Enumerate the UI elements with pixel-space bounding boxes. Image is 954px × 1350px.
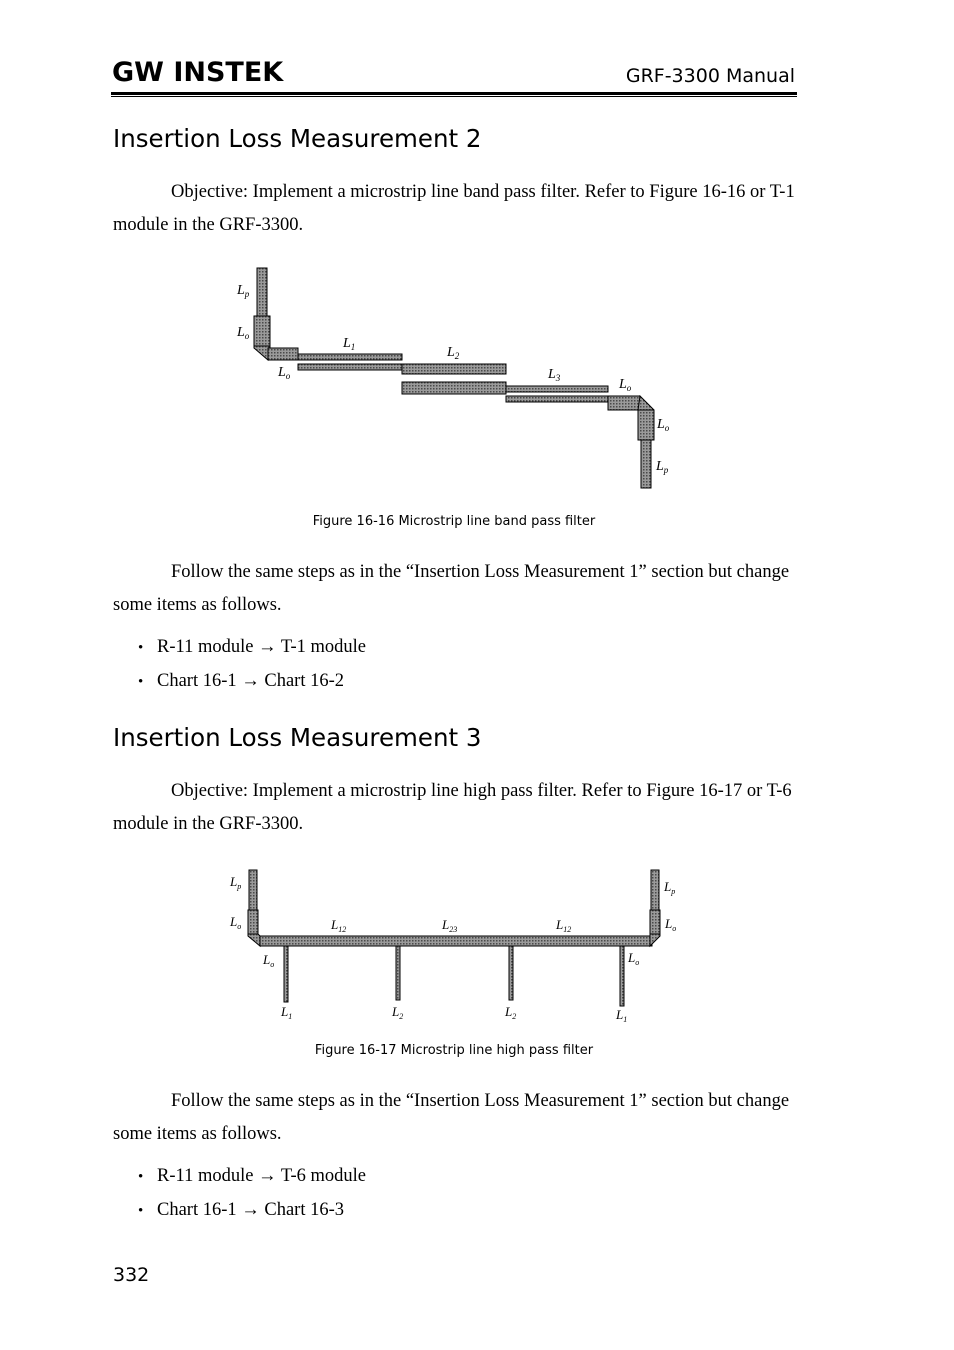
section-heading-3: Insertion Loss Measurement 3 [113, 723, 482, 752]
label-lo-right-bottom: $L_o$ [628, 950, 640, 967]
bullet-list-2 [138, 631, 366, 699]
stub-l1-right [620, 946, 624, 1006]
l1-upper [298, 354, 402, 360]
label-l23: $L_{23}$ [442, 917, 458, 934]
label-lp-right: $L_p$ [664, 879, 676, 896]
label-l2-right: $L_2$ [505, 1004, 517, 1021]
corner-left [248, 934, 260, 946]
corner-right [650, 934, 660, 946]
lo-strip-left-vertical [254, 316, 270, 346]
label-lo-left-bottom: $L_o$ [278, 365, 291, 381]
label-lo-left-top: $L_o$ [237, 325, 250, 341]
l3-upper [506, 386, 608, 392]
lo-strip-right-horizontal [608, 396, 640, 410]
header-rule [111, 92, 797, 95]
label-lp-left: $L_p$ [230, 874, 242, 891]
label-l12-right: $L_{12}$ [556, 917, 572, 934]
lo-strip-left-horizontal [268, 348, 298, 360]
manual-title: GRF-3300 Manual [625, 65, 795, 87]
label-l2-left: $L_2$ [392, 1004, 404, 1021]
lo-strip-right [650, 910, 660, 934]
label-l2: $L_2$ [447, 345, 460, 361]
list-item: • R-11 module → T-1 module [138, 631, 366, 665]
lp-strip-right [641, 440, 651, 488]
label-l1-right: $L_1$ [616, 1007, 628, 1024]
label-lo-right-top: $L_o$ [619, 377, 632, 393]
label-lo-right-bottom: $L_o$ [657, 417, 670, 433]
label-lp-left: $L_p$ [237, 283, 250, 299]
l2-upper [402, 364, 506, 374]
figure-16-17-caption: Figure 16-17 Microstrip line high pass filter [314, 1043, 594, 1058]
main-line [260, 936, 652, 946]
label-lo-left-top: $L_o$ [230, 914, 242, 931]
list-item: • Chart 16-1 → Chart 16-3 [138, 1194, 366, 1228]
follow-paragraph-2: Follow the same steps as in the “Insertion Loss Measurement 1” section but change some items as follows. [113, 562, 790, 615]
l1-lower [298, 364, 402, 370]
follow-paragraph-3: Follow the same steps as in the “Insertion Loss Measurement 1” section but change some items as follows. [113, 1091, 790, 1144]
header-rule-thin [111, 96, 797, 97]
list-item: • R-11 module → T-6 module [138, 1160, 366, 1194]
figure-16-17-high-pass-filter [220, 862, 700, 1032]
stub-l1-left [284, 946, 288, 1002]
label-lp-right: $L_p$ [656, 459, 669, 475]
label-l1-left: $L_1$ [281, 1004, 293, 1021]
label-l12-left: $L_{12}$ [331, 917, 347, 934]
lo-strip-left [248, 910, 258, 934]
label-lo-left-bottom: $L_o$ [263, 952, 275, 969]
figure-16-16-caption: Figure 16-16 Microstrip line band pass filter [312, 514, 596, 529]
label-l3: $L_3$ [548, 367, 561, 383]
label-lo-right-top: $L_o$ [665, 916, 677, 933]
label-l1: $L_1$ [343, 336, 356, 352]
gw-instek-logo: GW INSTEK [112, 57, 284, 88]
lp-strip-right [651, 870, 659, 910]
bullet-list-3 [138, 1160, 366, 1228]
list-item: • Chart 16-1 → Chart 16-2 [138, 665, 366, 699]
stub-l2-right [509, 946, 513, 1000]
l3-lower [506, 396, 608, 402]
section-heading-2: Insertion Loss Measurement 2 [113, 124, 482, 153]
objective-paragraph-3: Objective: Implement a microstrip line high pass filter. Refer to Figure 16-17 or T-6 module in the GRF-3300. [113, 781, 792, 834]
lo-strip-right-vertical [638, 410, 654, 440]
lp-strip-left [257, 268, 267, 316]
lp-strip-left [249, 870, 257, 910]
stub-l2-left [396, 946, 400, 1000]
objective-paragraph-2: Objective: Implement a microstrip line band pass filter. Refer to Figure 16-16 or T-1 module in the GRF-3300. [113, 182, 795, 235]
figure-16-16-band-pass-filter [220, 262, 700, 497]
l2-lower [402, 382, 506, 394]
page-number: 332 [113, 1264, 150, 1286]
